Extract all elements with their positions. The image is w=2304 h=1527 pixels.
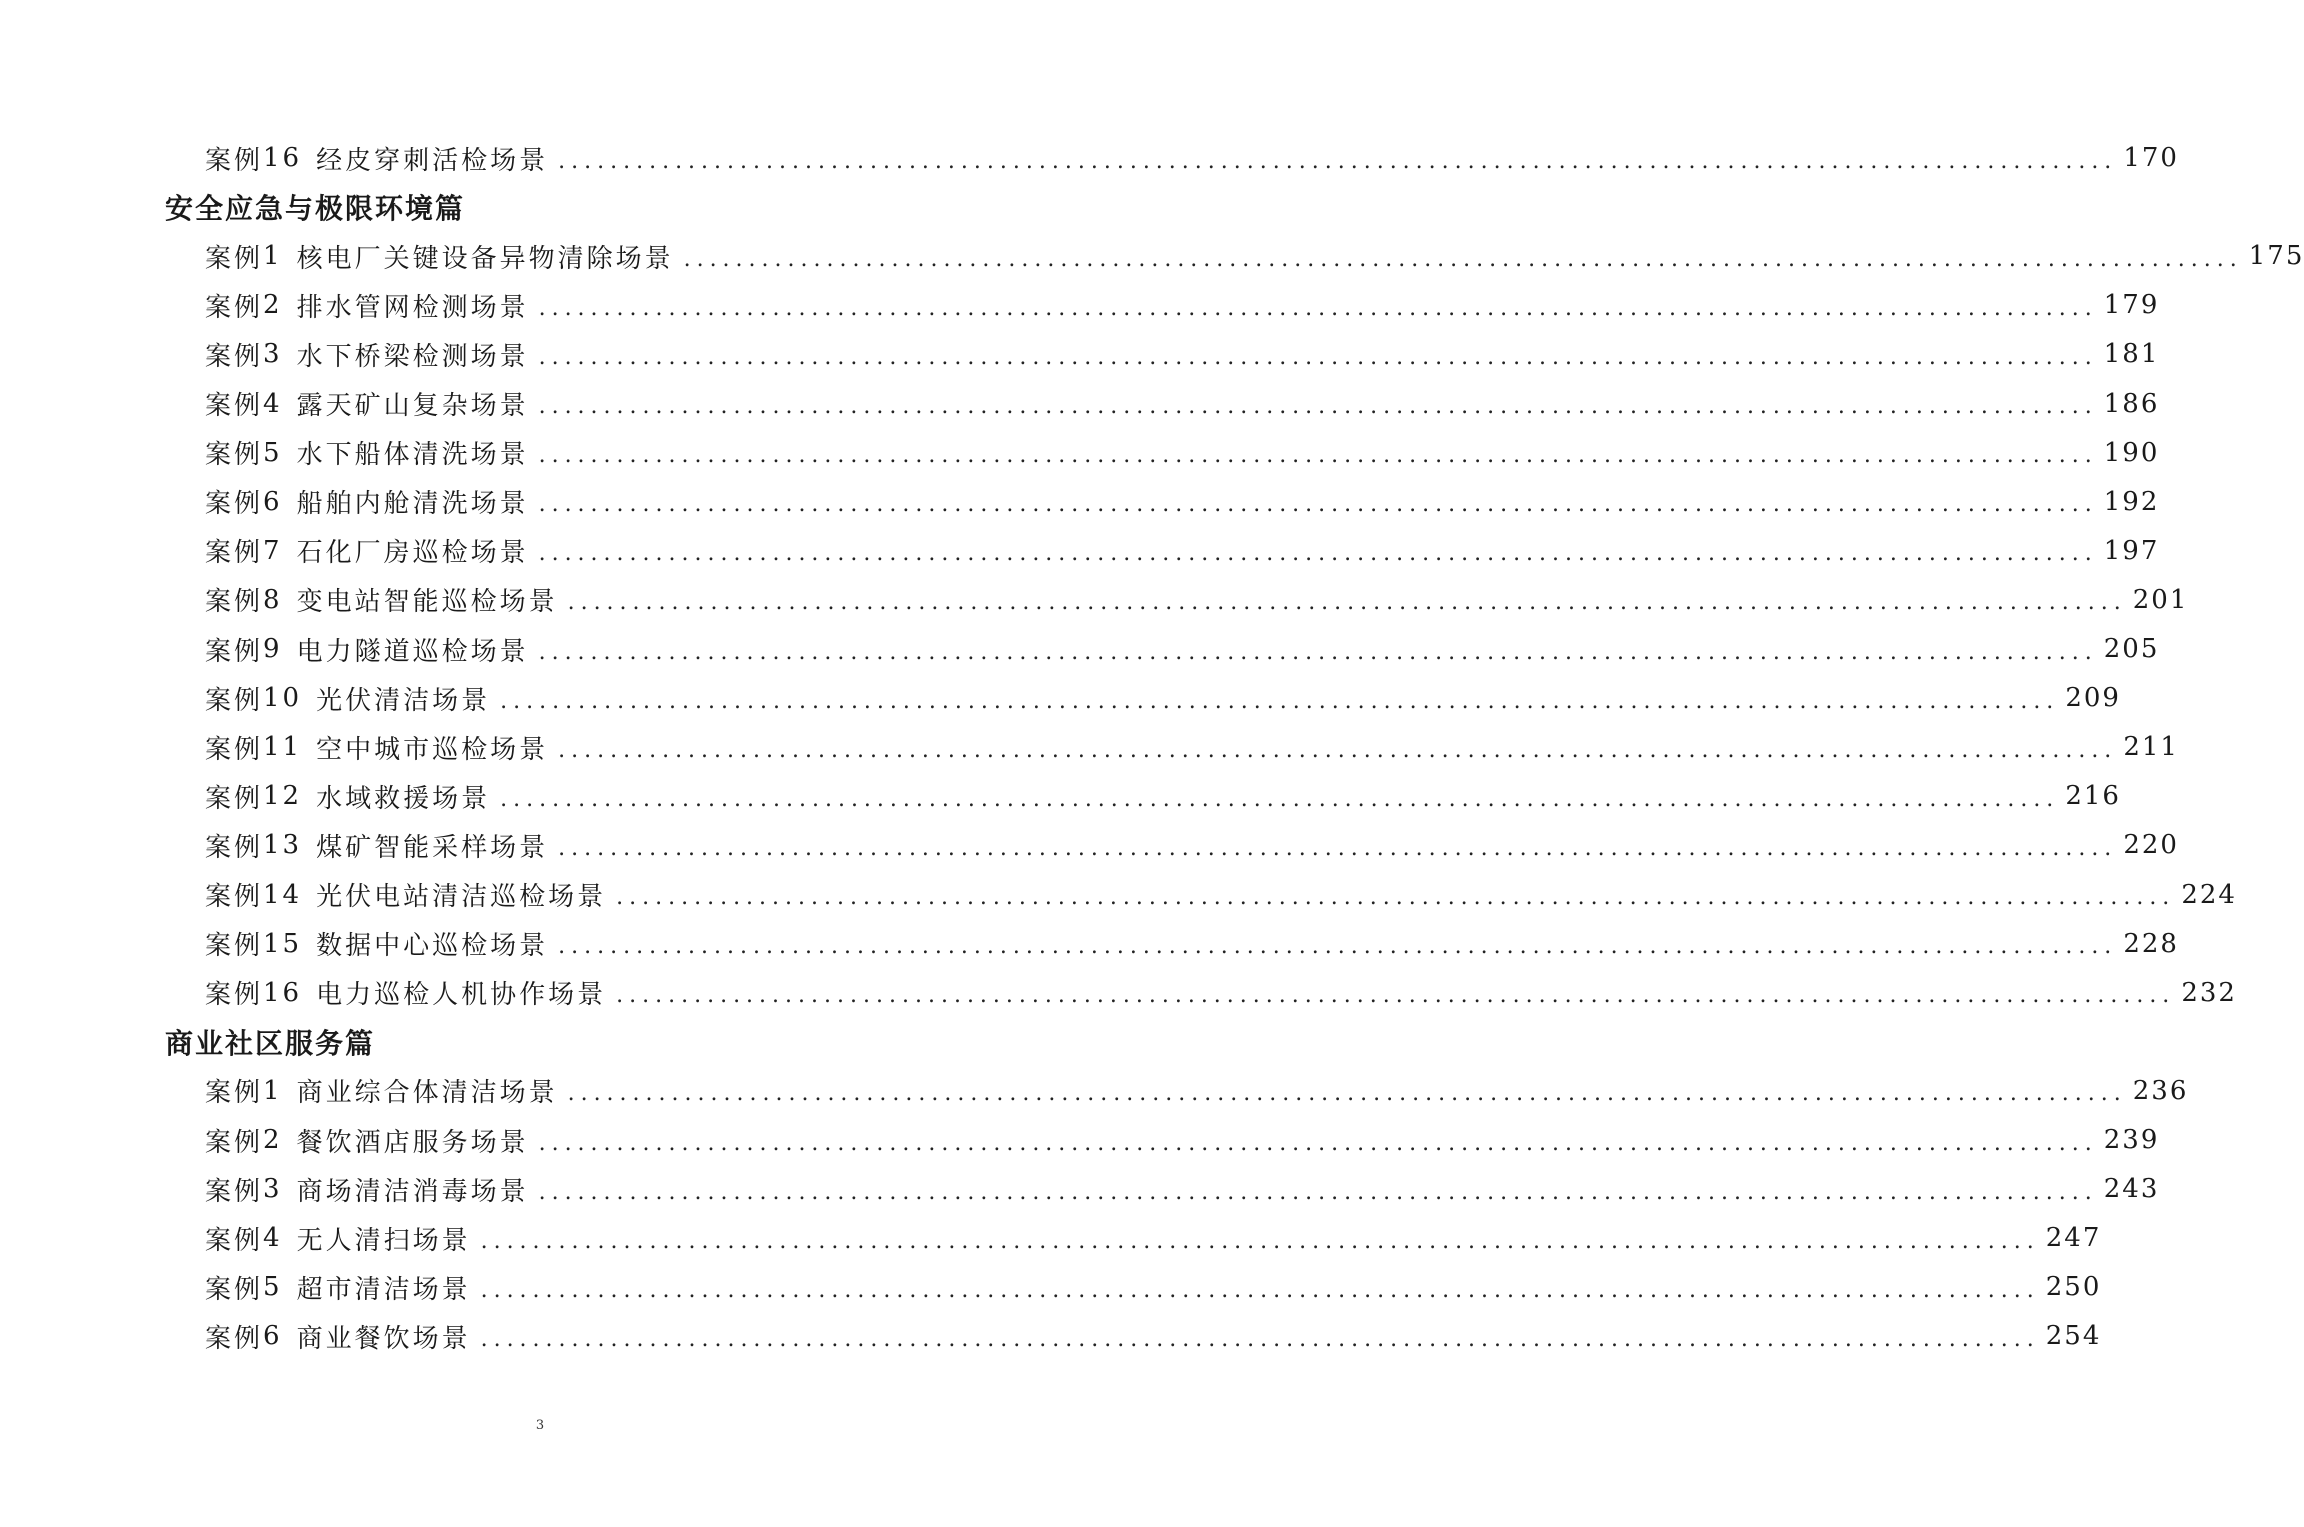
toc-entry[interactable] [205,580,2189,620]
toc-entry[interactable] [205,1120,2160,1160]
entry-title: 露天矿山复杂场景 [296,391,529,421]
dot-leader: ........................................................................................................................ [538,541,2098,567]
entry-label: 案例 [205,538,264,569]
entry-title: 无人清扫场景 [296,1225,471,1256]
entry-number: 9 [263,634,283,664]
entry-page-number: 250 [2045,1272,2102,1303]
entry-title: 变电站智能巡检场景 [296,587,558,618]
toc-entry[interactable] [205,1071,2189,1111]
dot-leader: ........................................................................................................................ [567,590,2127,616]
entry-label: 案例 [205,1078,264,1109]
entry-label: 案例 [205,636,264,667]
dot-leader: ........................................................................................................................ [616,885,2176,910]
dot-leader: ........................................................................................................................ [538,443,2098,469]
dot-leader: ........................................................................................................................ [683,246,2243,272]
section-heading: 商业社区服务篇 [165,1026,376,1060]
dot-leader: ........................................................................................................................ [480,1277,2040,1303]
toc-entry[interactable] [205,433,2160,473]
entry-page-number: 247 [2045,1223,2102,1254]
entry-number: 11 [263,732,303,763]
dot-leader: ........................................................................................................................ [616,983,2176,1009]
dot-leader: ........................................................................................................................ [480,1228,2040,1254]
toc-entry[interactable] [205,875,2237,915]
entry-number: 10 [263,683,303,714]
entry-title: 商业餐饮场景 [296,1323,471,1354]
entry-label: 案例 [205,587,264,618]
entry-title: 电力隧道巡检场景 [296,636,529,667]
entry-label: 案例 [205,145,264,176]
entry-number: 5 [263,1272,283,1303]
entry-label: 案例 [205,685,264,716]
entry-title: 空中城市巡检场景 [316,734,549,765]
entry-page-number: 228 [2123,928,2179,959]
dot-leader: ........................................................................................................................ [558,148,2118,174]
entry-page-number: 216 [2065,781,2121,812]
entry-label: 案例 [205,341,264,372]
entry-label: 案例 [205,734,264,765]
dot-leader: ........................................................................................................................ [538,295,2098,321]
entry-number: 13 [263,830,303,861]
entry-page-number: 236 [2132,1075,2189,1106]
entry-label: 案例 [205,980,264,1011]
entry-title: 餐饮酒店服务场景 [296,1127,529,1158]
entry-title: 排水管网检测场景 [296,292,529,323]
entry-number: 14 [263,879,303,910]
toc-entry[interactable] [205,334,2160,374]
entry-page-number: 205 [2103,634,2160,664]
dot-leader: ........................................................................................................................ [538,1130,2098,1156]
toc-entry[interactable] [205,384,2160,424]
entry-page-number: 243 [2103,1174,2160,1205]
entry-number: 4 [263,388,283,419]
toc-entry[interactable] [205,1169,2160,1209]
entry-label: 案例 [205,1274,264,1305]
entry-page-number: 201 [2132,584,2189,615]
entry-number: 2 [263,1125,283,1155]
entry-label: 案例 [205,882,264,912]
toc-entry[interactable] [205,236,2304,276]
dot-leader: ........................................................................................................................ [538,492,2098,518]
toc-entry[interactable] [205,924,2179,964]
entry-title: 核电厂关键设备异物清除场景 [296,243,674,274]
entry-title: 商业综合体清洁场景 [296,1078,558,1109]
entry-label: 案例 [205,292,264,323]
entry-number: 16 [263,977,303,1008]
entry-number: 6 [263,486,283,517]
toc-entry[interactable] [205,973,2237,1013]
dot-leader: ........................................................................................................................ [500,688,2060,714]
toc-entry[interactable] [205,1316,2102,1356]
dot-leader: ........................................................................................................................ [558,835,2118,861]
page-number: 3 [535,1418,545,1433]
entry-label: 案例 [205,1176,264,1207]
entry-number: 3 [263,339,283,370]
dot-leader: ........................................................................................................................ [558,737,2118,763]
entry-title: 水下船体清洗场景 [296,440,529,471]
entry-number: 8 [263,584,283,615]
entry-label: 案例 [205,783,264,814]
entry-page-number: 186 [2103,388,2160,419]
entry-title: 石化厂房巡检场景 [296,538,529,569]
entry-title: 光伏清洁场景 [316,685,491,716]
entry-title: 船舶内舱清洗场景 [296,489,529,520]
toc-entry[interactable] [205,285,2160,325]
entry-label: 案例 [205,1127,264,1158]
toc-entry[interactable] [205,482,2160,522]
entry-title: 超市清洁场景 [296,1274,471,1305]
entry-title: 水下桥梁检测场景 [296,341,529,372]
entry-page-number: 197 [2103,535,2160,566]
entry-label: 案例 [205,489,264,520]
dot-leader: ........................................................................................................................ [538,1179,2098,1205]
dot-leader: ........................................................................................................................ [538,394,2098,419]
entry-number: 5 [263,437,283,468]
entry-page-number: 239 [2103,1125,2160,1155]
entry-title: 煤矿智能采样场景 [316,832,549,863]
toc-entry[interactable] [205,776,2121,816]
entry-title: 商场清洁消毒场景 [296,1176,529,1207]
entry-page-number: 209 [2065,683,2121,714]
entry-title: 水域救援场景 [316,783,491,814]
dot-leader: ........................................................................................................................ [538,344,2098,370]
entry-title: 电力巡检人机协作场景 [316,980,607,1011]
entry-page-number: 190 [2103,437,2160,468]
entry-page-number: 181 [2103,339,2160,370]
entry-label: 案例 [205,243,264,274]
dot-leader: ........................................................................................................................ [480,1326,2040,1352]
toc-entry[interactable] [205,1267,2102,1307]
toc-entry[interactable] [205,629,2160,669]
dot-leader: ........................................................................................................................ [558,934,2118,960]
entry-page-number: 224 [2181,879,2237,910]
entry-title: 数据中心巡检场景 [316,931,549,962]
entry-label: 案例 [205,931,264,962]
entry-page-number: 220 [2123,830,2179,861]
toc-entry[interactable] [205,531,2160,571]
entry-label: 案例 [205,1225,264,1256]
entry-title: 经皮穿刺活检场景 [316,145,549,176]
entry-page-number: 232 [2181,977,2237,1008]
toc-entry[interactable] [205,678,2121,718]
entry-label: 案例 [205,440,264,471]
dot-leader: ........................................................................................................................ [567,1081,2127,1107]
entry-number: 7 [263,535,283,566]
entry-number: 12 [263,781,303,812]
entry-number: 6 [263,1321,283,1352]
entry-page-number: 254 [2045,1321,2102,1352]
entry-page-number: 175 [2248,241,2304,272]
entry-number: 16 [263,143,303,173]
dot-leader: ........................................................................................................................ [538,639,2098,665]
entry-title: 光伏电站清洁巡检场景 [316,882,607,912]
entry-page-number: 179 [2103,290,2160,321]
entry-label: 案例 [205,832,264,863]
entry-number: 1 [263,241,283,272]
toc-entry[interactable] [205,727,2179,767]
entry-number: 3 [263,1174,283,1205]
entry-label: 案例 [205,1323,264,1354]
entry-number: 1 [263,1075,283,1106]
toc-entry[interactable] [205,1218,2102,1258]
toc-entry[interactable] [205,138,2179,178]
entry-number: 15 [263,928,303,959]
entry-label: 案例 [205,391,264,421]
entry-page-number: 192 [2103,486,2160,517]
entry-number: 2 [263,290,283,321]
toc-entry[interactable] [205,825,2179,865]
entry-page-number: 211 [2123,732,2179,763]
section-heading: 安全应急与极限环境篇 [165,192,466,226]
entry-number: 4 [263,1223,283,1254]
entry-page-number: 170 [2123,143,2179,173]
dot-leader: ........................................................................................................................ [500,786,2060,812]
